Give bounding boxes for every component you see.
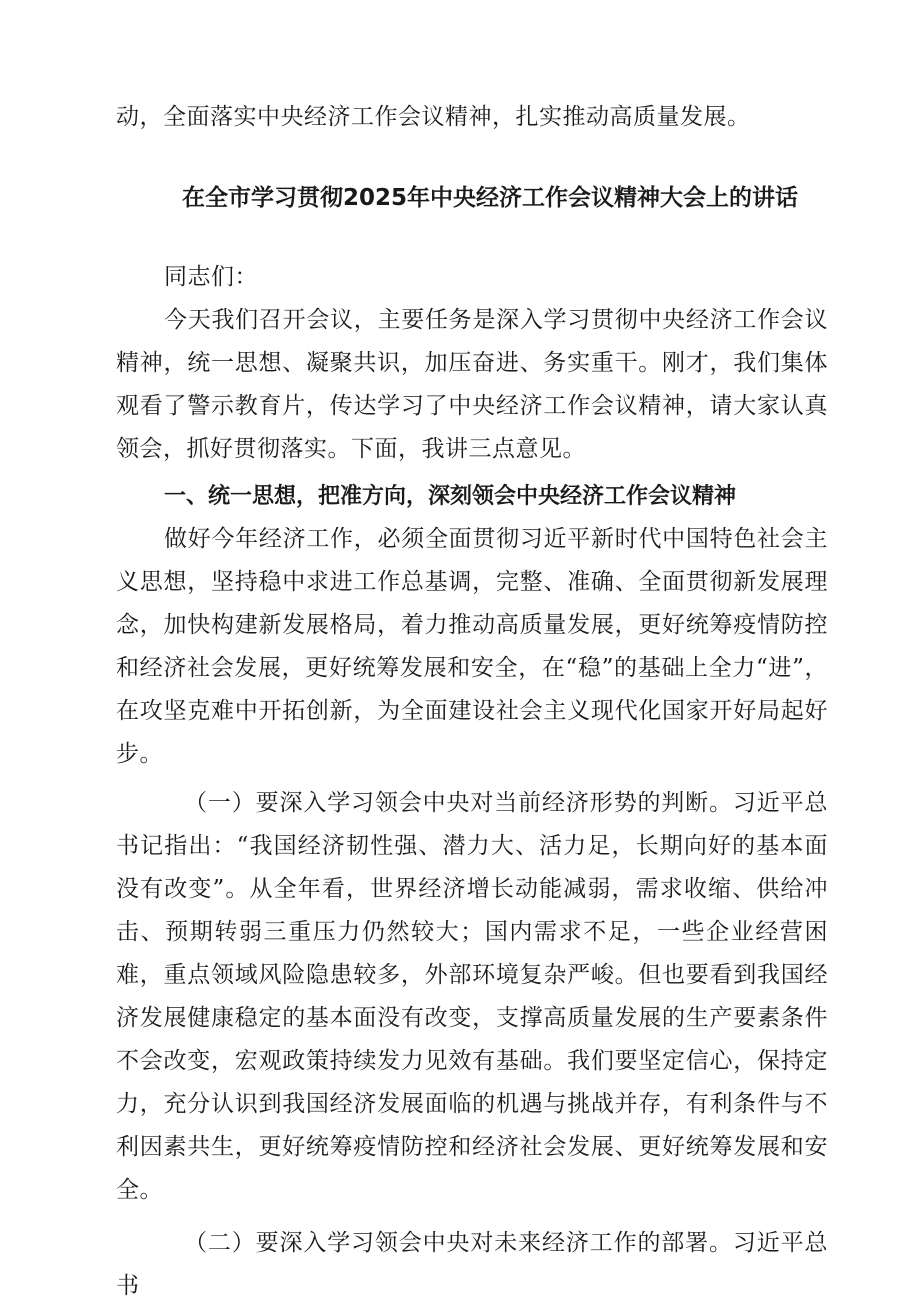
paragraph-intro: 今天我们召开会议，主要任务是深入学习贯彻中央经济工作会议精神，统一思想、凝聚共识，加压奋进、务实重干。刚才，我们集体观看了警示教育片，传达学习了中央经济工作会议精神，请大家认真领会，抓好贯彻落实。下面，我讲三点意见。 xyxy=(116,307,828,462)
document-page xyxy=(116,96,828,1308)
paragraph-sub-two: （二）要深入学习领会中央对未来经济工作的部署。习近平总书 xyxy=(116,1230,828,1299)
paragraph-sub-one: （一）要深入学习领会中央对当前经济形势的判断。习近平总书记指出：“我国经济韧性强、潜力大、活力足，长期向好的基本面没有改变”。从全年看，世界经济增长动能减弱，需求收缩、供给冲击、预期转弱三重压力仍然较大；国内需求不足，一些企业经营困难，重点领域风险隐患较多，外部环境复杂严峻。但也要看到我国经济发展健康稳定的基本面没有改变，支撑高质量发展的生产要素条件不会改变，宏观政策持续发力见效有基础。我们要坚定信心，保持定力，充分认识到我国经济发展面临的机遇与挑战并存，有利条件与不利因素共生，更好统筹疫情防控和经济社会发展、更好统筹发展和安全。 xyxy=(116,790,828,1203)
speech-title: 在全市学习贯彻2025年中央经济工作会议精神大会上的讲话 xyxy=(181,185,798,211)
salutation: 同志们： xyxy=(164,264,258,290)
paragraph-one: 做好今年经济工作，必须全面贯彻习近平新时代中国特色社会主义思想，坚持稳中求进工作总基调，完整、准确、全面贯彻新发展理念，加快构建新发展格局，着力推动高质量发展，更好统筹疫情防控和经济社会发展，更好统筹发展和安全，在“稳”的基础上全力“进”，在攻坚克难中开拓创新，为全面建设社会主义现代化国家开好局起好步。 xyxy=(116,526,828,767)
section-heading-one: 一、统一思想，把准方向，深刻领会中央经济工作会议精神 xyxy=(164,484,737,509)
lead-line: 动，全面落实中央经济工作会议精神，扎实推动高质量发展。 xyxy=(116,104,751,130)
